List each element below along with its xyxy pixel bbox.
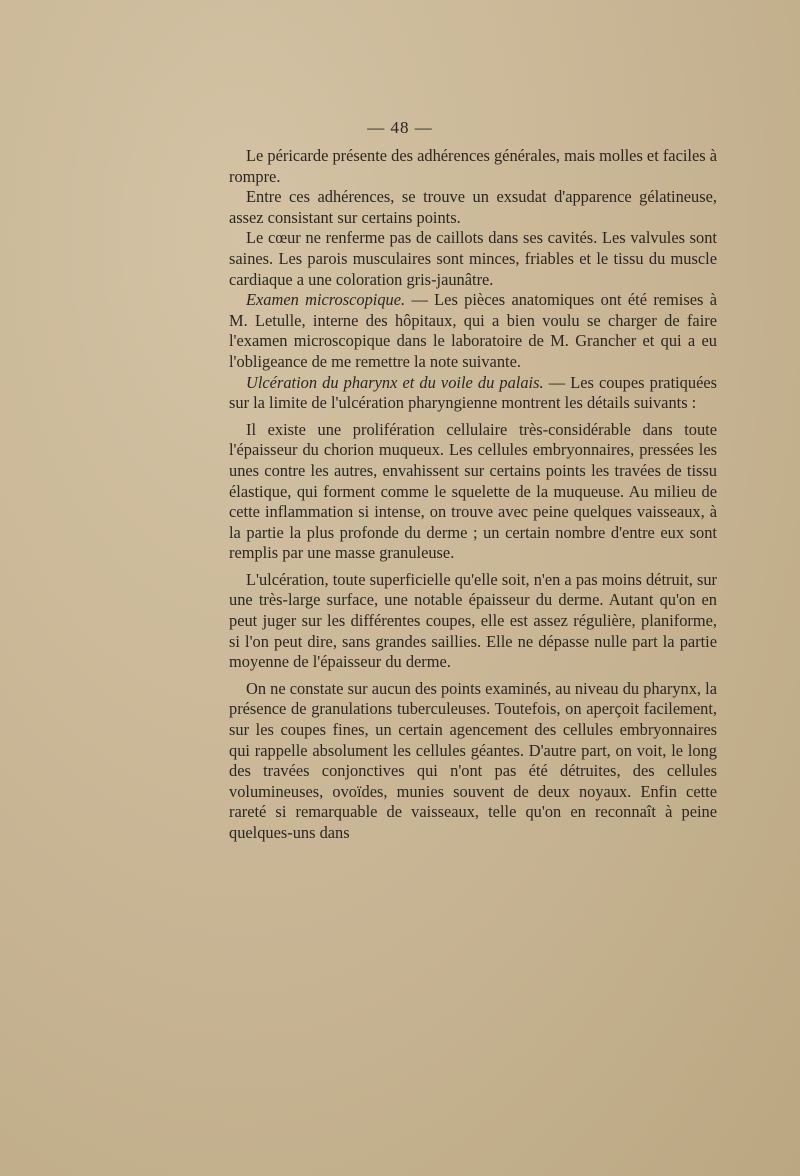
paragraph-adherences: Entre ces adhérences, se trouve un exsudat d'apparence gélatineuse, assez consistant sur certains points. [229, 187, 717, 227]
paragraph-granulations: On ne constate sur aucun des points examinés, au niveau du pharynx, la présence de granulations tuberculeuses. Toutefois, on aperçoit facilement, sur les coupes fines, un certain agencement des cellules embryonnaires qui rappelle absolument les cellules géantes. D'autre part, on voit, le long des travées conjonctives qui n'ont pas été détruites, des cellules volumineuses, ovoïdes, munies souvent de deux noyaux. Enfin cette rareté si remarquable de vaisseaux, telle qu'on en reconnaît à peine quelques-uns dans [229, 678, 717, 842]
section-heading-examen: Examen microscopique. [246, 290, 406, 310]
paragraph-proliferation: Il existe une prolifération cellulaire très-considérable dans toute l'épaisseur du chorion muqueux. Les cellules embryonnaires, pressées les unes contre les autres, envahissent sur certains points les travées de tissu élastique, qui forment comme le squelette de la muqueuse. Au milieu de cette inflammation si intense, on trouve avec peine quelques vaisseaux, à la partie la plus profonde du derme ; un certain nombre d'entre eux sont remplis par une masse granuleuse. [229, 419, 717, 563]
page-number: — 48 — [367, 118, 433, 137]
section-heading-ulceration: Ulcération du pharynx et du voile du palais. [246, 372, 544, 392]
paragraph-ulceration-superficielle: L'ulcération, toute superficielle qu'elle soit, n'en a pas moins détruit, sur une très-large surface, une notable épaisseur du derme. Autant qu'on en peut juger sur les différentes coupes, elle est assez régulière, planiforme, si l'on peut dire, sans grandes saillies. Elle ne dépasse nulle part la partie moyenne de l'épaisseur du derme. [229, 569, 717, 672]
paragraph-coeur: Le cœur ne renferme pas de caillots dans ses cavités. Les valvules sont saines. Les parois musculaires sont minces, friables et le tissu du muscle cardiaque a une coloration gris-jaunâtre. [229, 228, 717, 289]
body-text [229, 146, 717, 844]
paragraph-pericarde: Le péricarde présente des adhérences générales, mais molles et faciles à rompre. [229, 146, 717, 186]
paragraph-examen: Examen microscopique. — Les pièces anatomiques ont été remises à M. Letulle, interne des hôpitaux, qui a bien voulu se charger de faire l'examen microscopique dans le laboratoire de M. Grancher et qui a eu l'obligeance de me remettre la note suivante. [229, 290, 717, 371]
paragraph-ulceration-heading: Ulcération du pharynx et du voile du palais. — Les coupes pratiquées sur la limite de l'ulcération pharyngienne montrent les détails suivants : [229, 372, 717, 413]
